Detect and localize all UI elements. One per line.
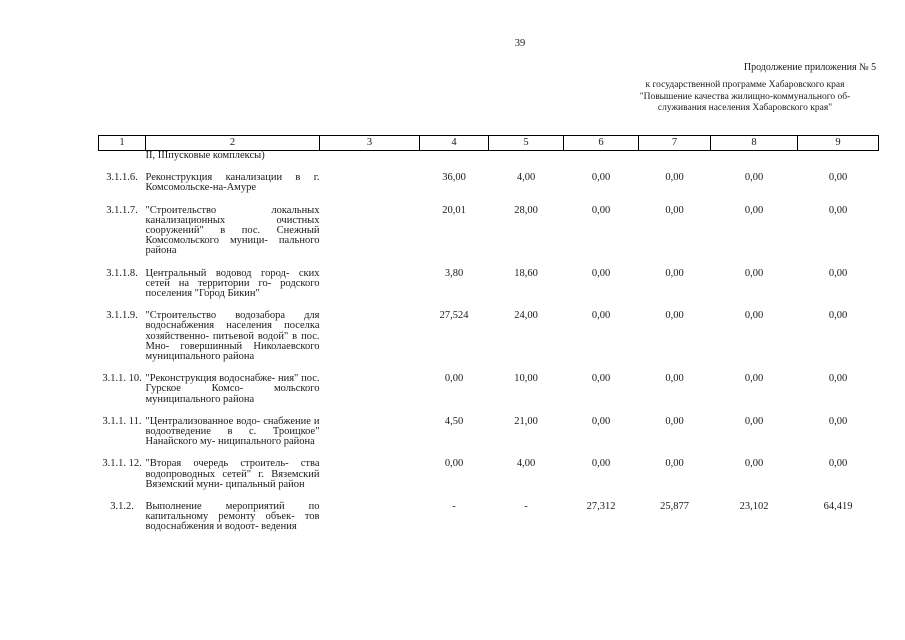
table-row — [99, 206, 879, 257]
item-number: 3.1.1.7. — [106, 204, 138, 216]
item-name: "Реконструкция водоснабже- ния" пос. Гурское Комсо- мольского муниципального района — [145, 373, 320, 405]
column-3-cell — [320, 459, 420, 490]
column-9-cell: 0,00 — [828, 373, 848, 385]
table-row — [99, 173, 879, 193]
column-4-cell: 4,50 — [444, 415, 464, 427]
row-spacer — [99, 257, 879, 269]
continuation-text: II, IIIпусковые комплексы) — [145, 150, 265, 161]
column-4-cell: 27,524 — [439, 310, 469, 322]
column-5-cell: 24,00 — [514, 310, 538, 322]
column-7-cell: 0,00 — [665, 204, 684, 216]
column-3-cell — [320, 173, 420, 193]
table-row — [99, 311, 879, 362]
column-header: 7 — [639, 136, 711, 151]
column-header: 4 — [420, 136, 489, 151]
column-6-cell: 0,00 — [591, 415, 611, 427]
column-9-cell: 0,00 — [828, 267, 848, 279]
column-3-cell — [320, 269, 420, 300]
item-number: 3.1.1. 12. — [102, 458, 142, 470]
item-number: 3.1.1. 10. — [102, 373, 142, 385]
item-name: Реконструкция канализации в г. Комсомольске-на-Амуре — [145, 172, 320, 194]
column-3-cell — [320, 502, 420, 533]
column-3-cell — [320, 206, 420, 257]
column-header: 6 — [564, 136, 639, 151]
column-8-cell: 23,102 — [739, 501, 769, 513]
column-8-cell: 0,00 — [744, 204, 764, 216]
item-number: 3.1.1. 11. — [102, 415, 142, 427]
item-name: Выполнение мероприятий по капитальному ремонту объек- тов водоснабжения и водоот- ведения — [145, 501, 320, 533]
page-number: 39 — [514, 38, 526, 49]
column-3-cell — [320, 311, 420, 362]
table-row — [99, 502, 879, 533]
column-6-cell: 0,00 — [591, 204, 611, 216]
table-row — [99, 374, 879, 405]
appendix-subtitle-line: "Повышение качества жилищно-коммунального об- — [639, 91, 851, 102]
column-4-cell: 20,01 — [442, 204, 466, 216]
appendix-subtitle — [600, 80, 890, 115]
table-header-row — [99, 136, 879, 151]
appendix-title: Продолжение приложения № 5 — [743, 62, 877, 73]
continuation-row — [99, 151, 879, 162]
column-header: 1 — [99, 136, 146, 151]
item-number: 3.1.1.9. — [106, 310, 138, 322]
table-row — [99, 417, 879, 448]
column-9-cell: 64,419 — [823, 501, 853, 513]
column-4-cell: 36,00 — [442, 172, 466, 184]
item-name: Центральный водовод город- ских сетей на территории го- родского поселения "Город Бикин" — [145, 267, 320, 300]
column-8-cell: 0,00 — [744, 267, 764, 279]
column-header: 3 — [320, 136, 420, 151]
column-8-cell: 0,00 — [744, 310, 764, 322]
column-7-cell: 0,00 — [665, 310, 684, 322]
column-9-cell: 0,00 — [828, 204, 848, 216]
column-7-cell: 0,00 — [665, 172, 684, 184]
column-header: 5 — [489, 136, 564, 151]
item-number: 3.1.1.8. — [106, 267, 138, 279]
column-header: 8 — [711, 136, 798, 151]
column-5-cell: 4,00 — [516, 458, 536, 470]
column-9-cell: 0,00 — [828, 310, 848, 322]
appendix-table — [98, 135, 879, 533]
column-5-cell: 4,00 — [516, 172, 536, 184]
column-7-cell: 25,877 — [660, 501, 689, 513]
column-6-cell: 0,00 — [591, 172, 611, 184]
row-spacer — [99, 194, 879, 206]
column-8-cell: 0,00 — [744, 415, 764, 427]
column-4-cell: 0,00 — [444, 373, 464, 385]
column-6-cell: 27,312 — [586, 501, 616, 513]
column-8-cell: 0,00 — [744, 373, 764, 385]
column-8-cell: 0,00 — [744, 458, 764, 470]
table-body — [99, 151, 879, 533]
column-5-cell: 28,00 — [514, 204, 538, 216]
column-5-cell: - — [524, 501, 528, 513]
column-5-cell: 18,60 — [514, 267, 538, 279]
column-9-cell: 0,00 — [828, 458, 848, 470]
column-4-cell: 0,00 — [444, 458, 464, 470]
column-5-cell: 21,00 — [514, 415, 538, 427]
column-6-cell: 0,00 — [591, 458, 611, 470]
column-6-cell: 0,00 — [591, 267, 611, 279]
appendix-subtitle-line: служивания населения Хабаровского края" — [657, 103, 833, 113]
column-8-cell: 0,00 — [744, 172, 764, 184]
column-5-cell: 10,00 — [514, 373, 538, 385]
table-row — [99, 459, 879, 490]
column-3-cell — [320, 374, 420, 405]
column-7-cell: 0,00 — [665, 458, 684, 470]
column-header: 9 — [798, 136, 879, 151]
column-9-cell: 0,00 — [828, 172, 848, 184]
column-6-cell: 0,00 — [591, 373, 611, 385]
appendix-subtitle-line: к государственной программе Хабаровского края — [645, 80, 845, 90]
item-name: "Строительство водозабора для водоснабжения населения поселка хозяйственно- питьевой водой" в пос. Мно- говершинный Николаевского муниципального района — [145, 310, 320, 363]
column-7-cell: 0,00 — [665, 267, 684, 279]
item-name: "Строительство локальных канализационных очистных сооружений" в пос. Снежный Комсомольского муници- пального района — [145, 204, 320, 257]
column-7-cell: 0,00 — [665, 373, 684, 385]
column-header: 2 — [146, 136, 320, 151]
column-9-cell: 0,00 — [828, 415, 848, 427]
column-7-cell: 0,00 — [665, 415, 684, 427]
column-4-cell: - — [452, 501, 456, 513]
item-name: "Вторая очередь строитель- ства водопроводных сетей" г. Вяземский Вяземский муни- ципальный район — [145, 458, 320, 490]
table-row — [99, 269, 879, 300]
item-number: 3.1.1.6. — [106, 172, 138, 184]
column-4-cell: 3,80 — [444, 267, 464, 279]
item-number: 3.1.2. — [110, 501, 134, 513]
column-6-cell: 0,00 — [591, 310, 611, 322]
item-name: "Централизованное водо- снабжение и водоотведение в с. Троицкое" Нанайского му- ниципального района — [145, 415, 320, 448]
column-3-cell — [320, 417, 420, 448]
